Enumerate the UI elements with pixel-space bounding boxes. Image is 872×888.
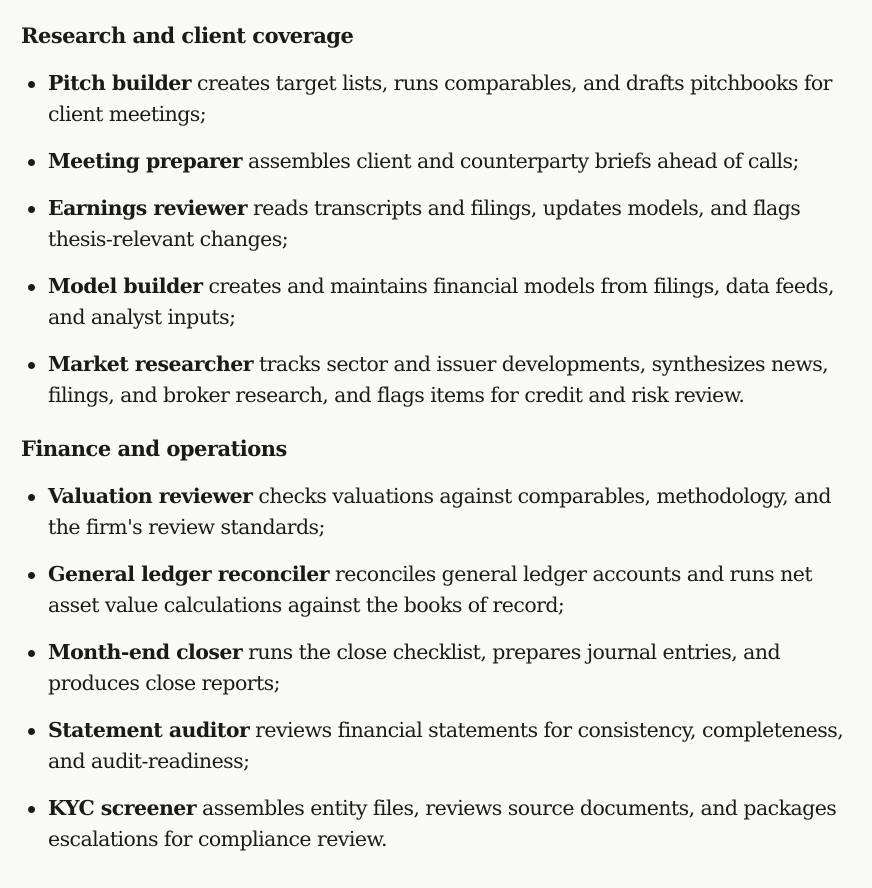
bullet-icon	[28, 284, 35, 291]
item-description: reviews financial statements for consistency, completeness, and audit-readiness;	[48, 718, 844, 773]
section-heading-research: Research and client coverage	[21, 23, 354, 48]
list-item	[21, 637, 872, 699]
item-term: Meeting preparer	[48, 149, 243, 173]
item-description: checks valuations against comparables, methodology, and the firm's review standards;	[48, 484, 831, 539]
bullet-icon	[28, 572, 35, 579]
bullet-icon	[28, 806, 35, 813]
bullet-icon	[28, 650, 35, 657]
section-heading-finance: Finance and operations	[21, 436, 287, 461]
item-term: Model builder	[48, 274, 203, 298]
item-term: Pitch builder	[48, 71, 192, 95]
finance-list	[21, 481, 872, 855]
item-description: assembles client and counterparty briefs ahead of calls;	[242, 149, 799, 173]
bullet-icon	[28, 362, 35, 369]
list-item	[21, 793, 872, 855]
list-item	[21, 68, 872, 130]
item-term: Statement auditor	[48, 718, 250, 742]
item-description: runs the close checklist, prepares journal entries, and produces close reports;	[48, 640, 781, 695]
research-list	[21, 68, 872, 411]
item-term: Month-end closer	[48, 640, 243, 664]
bullet-icon	[28, 159, 35, 166]
bullet-icon	[28, 206, 35, 213]
list-item	[21, 146, 872, 177]
list-item	[21, 193, 872, 255]
list-item	[21, 715, 872, 777]
item-term: Earnings reviewer	[48, 196, 248, 220]
list-item	[21, 349, 872, 411]
item-term: Valuation reviewer	[48, 484, 253, 508]
bullet-icon	[28, 81, 35, 88]
bullet-icon	[28, 494, 35, 501]
bullet-icon	[28, 728, 35, 735]
item-term: KYC screener	[48, 796, 197, 820]
item-description: reconciles general ledger accounts and runs net asset value calculations against the books of record;	[48, 562, 813, 617]
item-description: assembles entity files, reviews source documents, and packages escalations for compliance review.	[48, 796, 837, 851]
item-description: tracks sector and issuer developments, synthesizes news, filings, and broker research, and flags items for credit and risk review.	[48, 352, 829, 407]
item-term: General ledger reconciler	[48, 562, 330, 586]
list-item	[21, 271, 872, 333]
item-description: reads transcripts and filings, updates models, and flags thesis-relevant changes;	[48, 196, 801, 251]
list-item	[21, 481, 872, 543]
item-description: creates and maintains financial models from filings, data feeds, and analyst inputs;	[48, 274, 834, 329]
item-term: Market researcher	[48, 352, 254, 376]
list-item	[21, 559, 872, 621]
item-description: creates target lists, runs comparables, and drafts pitchbooks for client meetings;	[48, 71, 832, 126]
